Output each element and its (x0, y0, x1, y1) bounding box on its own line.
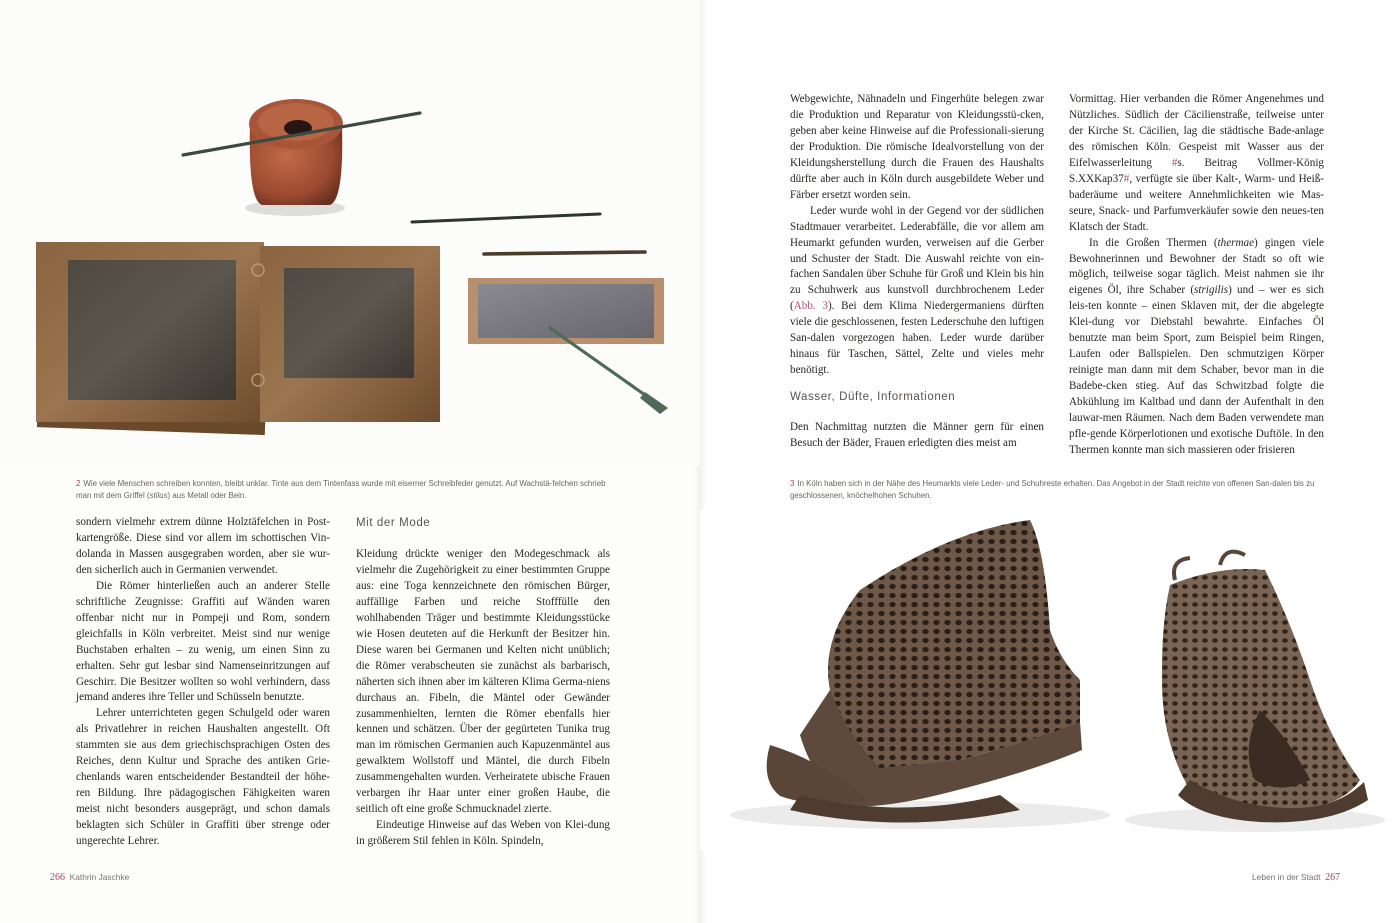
stylus-2 (412, 214, 600, 222)
paragraph: Kleidung drückte weniger den Modegeschmack als vielmehr die Zugehörigkeit zu einer bestimmten Gruppe aus: eine Toga kennzeichnete den römischen Bürger, auffällige Farben und reiche Stofffülle den wohlhabenden Träger und bestimmte Kleidungsstücke wie Hosen deuteten auf die Herkunft der Besitzer hin. Diese waren bei Germanen und Kelten nicht unüblich; die Römer verabscheuten sie zunächst als barbarisch, näherten sich ihnen aber im kälteren Klima Germa-niens durchaus an. Fibeln, die Mäntel oder Gewänder zusammenhielten, lernten die Römer ebenfalls hier kennen und schätzen. Über der gegürteten Tunika trug man im römischen Germanien auch Kapuzenmäntel aus gewalktem Wollstoff und Mäntel, die durch Fibeln zusammengehalten wurden. Verheiratete ubische Frauen verbargen ihr Haar unter einer großen Haube, die seitlich oft eine große Schmucknadel zierte. (356, 548, 610, 816)
figure-reference-link[interactable]: Abb. 3 (793, 300, 828, 313)
right-column-1 (790, 92, 1044, 379)
figure-3-caption: 3 In Köln haben sich in der Nähe des Heumarkts viele Leder- und Schuhreste erhalten. Das Angebot in der Stadt reichte von offenen San-dalen bis zu geschlossenen, knöchelhohen Schuhen. (790, 479, 1315, 501)
shoes-illustration (700, 510, 1400, 850)
writing-tools-illustration (0, 0, 700, 465)
running-title: Leben in der Stadt (1252, 872, 1321, 882)
paragraph: Lehrer unterrichteten gegen Schulgeld oder waren als Privatlehrer in reichen Haushalten angestellt. Oft stammten sie aus dem griechischsprachigen Osten des Reiches, denn Kultur und Sprache des antiken Grie-chenlands waren entscheidender Bestandteil der höhe-ren Bildung. Ihre pädagogischen Fähigkeiten waren meist nicht besonders ausgeprägt, und schon damals beklagten sich Schüler in Graffiti über strenge oder ungerechte Lehrer. (76, 707, 330, 848)
paragraph: Webgewichte, Nähnadeln und Fingerhüte belegen zwar die Produktion und Reparatur von Kleidungsstü-cken, geben aber keine Hinweise auf die Professionali-sierung der Produktion. Die römische Idealvorstellung von der Kleidungsherstellung durch die Frauen des Haushalts dürfte aber auch in Köln durch ausgebildete Weber und Färber ersetzt worden sein. (790, 93, 1044, 201)
running-author: Kathrin Jaschke (69, 872, 130, 882)
section-heading-mode: Mit der Mode (356, 517, 431, 529)
paragraph: Die Römer hinterließen auch an anderer Stelle schriftliche Zeugnisse: Graffiti auf Wänden waren offenbar nicht nur in Pompeji und Rom, sondern gleichfalls in Köln verbreitet. Meist sind nur wenige Buchstaben erhalten – zu wenig, um einen Sinn zu erhalten. Sehr gut lesbar sind Namenseinritzungen auf Geschirr. Die Besitzer wollten so wohl verhindern, dass jemand anderes ihre Teller und Schüsseln benutzte. (76, 579, 330, 704)
leather-shoes-photo (700, 510, 1400, 850)
shoe-right (1125, 552, 1385, 832)
paragraph: Eindeutige Hinweise auf das Weben von Klei-dung in größerem Stil fehlen in Köln. Spindeln, (356, 819, 610, 848)
cross-reference-marker[interactable]: # (1123, 172, 1130, 185)
inkwell (245, 99, 345, 216)
section-heading-wasser: Wasser, Düfte, Informationen (790, 391, 956, 403)
cross-reference-marker[interactable]: # (1171, 156, 1178, 169)
wax-tablet (36, 242, 440, 435)
stylus-3 (484, 252, 645, 254)
shoe-left (730, 520, 1110, 829)
small-tablet (468, 278, 664, 344)
left-column-2 (356, 547, 610, 850)
page-number: 267 (1325, 872, 1341, 883)
right-column-1-continued (790, 420, 1044, 452)
left-folio (50, 872, 129, 883)
paragraph: Leder wurde wohl in der Gegend vor der südlichen Stadtmauer verarbeitet. Lederabfälle, die vor allem am Heumarkt gefunden wurden, verweisen auf die Gerber und Schuster der Stadt. Die Auswahl reichte von ein-fachen Sandalen über Schuhe für Groß und Klein bis hin zu Schuhwerk aus kunstvoll durchbrochenem Leder (Abb. 3). Bei dem Klima Niedergermaniens dürften viele die geschlossenen, festen Lederschuhe den luftigen San-dalen vorgezogen haben. Leder wurde darüber hinaus für Taschen, Sättel, Zelte und vieles mehr benötigt. (790, 204, 1044, 377)
page-number: 266 (50, 872, 65, 883)
right-column-2 (1069, 92, 1324, 459)
caption-number: 2 (76, 479, 81, 488)
paragraph: In die Großen Thermen (thermae) gingen viele Bewohnerinnen und Bewohner der Stadt so oft wie möglich, teilweise sogar täglich. Meist nahmen sie ihr eigenes Öl, ihre Schaber (strigilis) und – wer es sich leis-ten konnte – einen Sklaven mit, der die abgelegte Klei-dung vor Diebstahl bewahrte. Einfaches Öl benutzte man beim Sport, zum Beispiel beim Ringen, Laufen oder Ballspielen. Den schmutzigen Körper reinigte man dann mit dem Schaber, bevor man in die Badebe-cken stieg. Auf das Schwitzbad folgte die Abkühlung im Kaltbad und dann der Aufenthalt in den lauwar-men Räumen. Nach dem Baden verwendete man pfle-gende Körperlotionen und exotische Duftöle. In den Thermen konnte man sich massieren oder frisieren (1069, 236, 1324, 456)
writing-tools-photo (0, 0, 700, 465)
paragraph: sondern vielmehr extrem dünne Holztäfelchen in Post-kartengröße. Diese sind vor allem im schottischen Vin-dolanda in Massen ausgegraben worden, aber sie wur-den sicherlich auch in Germanien verwendet. (76, 516, 330, 576)
figure-2-caption: 2 Wie viele Menschen schreiben konnten, bleibt unklar. Tinte aus dem Tintenfass wurde mit eiserner Schreibfeder genutzt. Auf Wachstä-felchen schrieb man mit dem Griffel (stilus) aus Metall oder Bein. (76, 479, 606, 501)
right-folio (1252, 872, 1340, 883)
paragraph: Den Nachmittag nutzten die Männer gern für einen Besuch der Bäder, Frauen erledigten dies meist am (790, 421, 1044, 449)
caption-number: 3 (790, 479, 795, 488)
left-column-1 (76, 515, 330, 850)
paragraph: Vormittag. Hier verbanden die Römer Angenehmes und Nützliches. Südlich der Cäcilienstraße, teilweise unter der Kirche St. Cäcilien, lag die städtische Bade-anlage des römischen Köln. Gespeist mit Wasser aus der Eifelwasserleitung #s. Beitrag Vollmer-König S.XXKap37#, verfügte sie über Kalt-, Warm- und Heiß-baderäume und weitere Annehmlichkeiten wie Mas-seure, Snack- und Parfumverkäufer sowie den neues-ten Klatsch der Stadt. (1069, 93, 1324, 233)
